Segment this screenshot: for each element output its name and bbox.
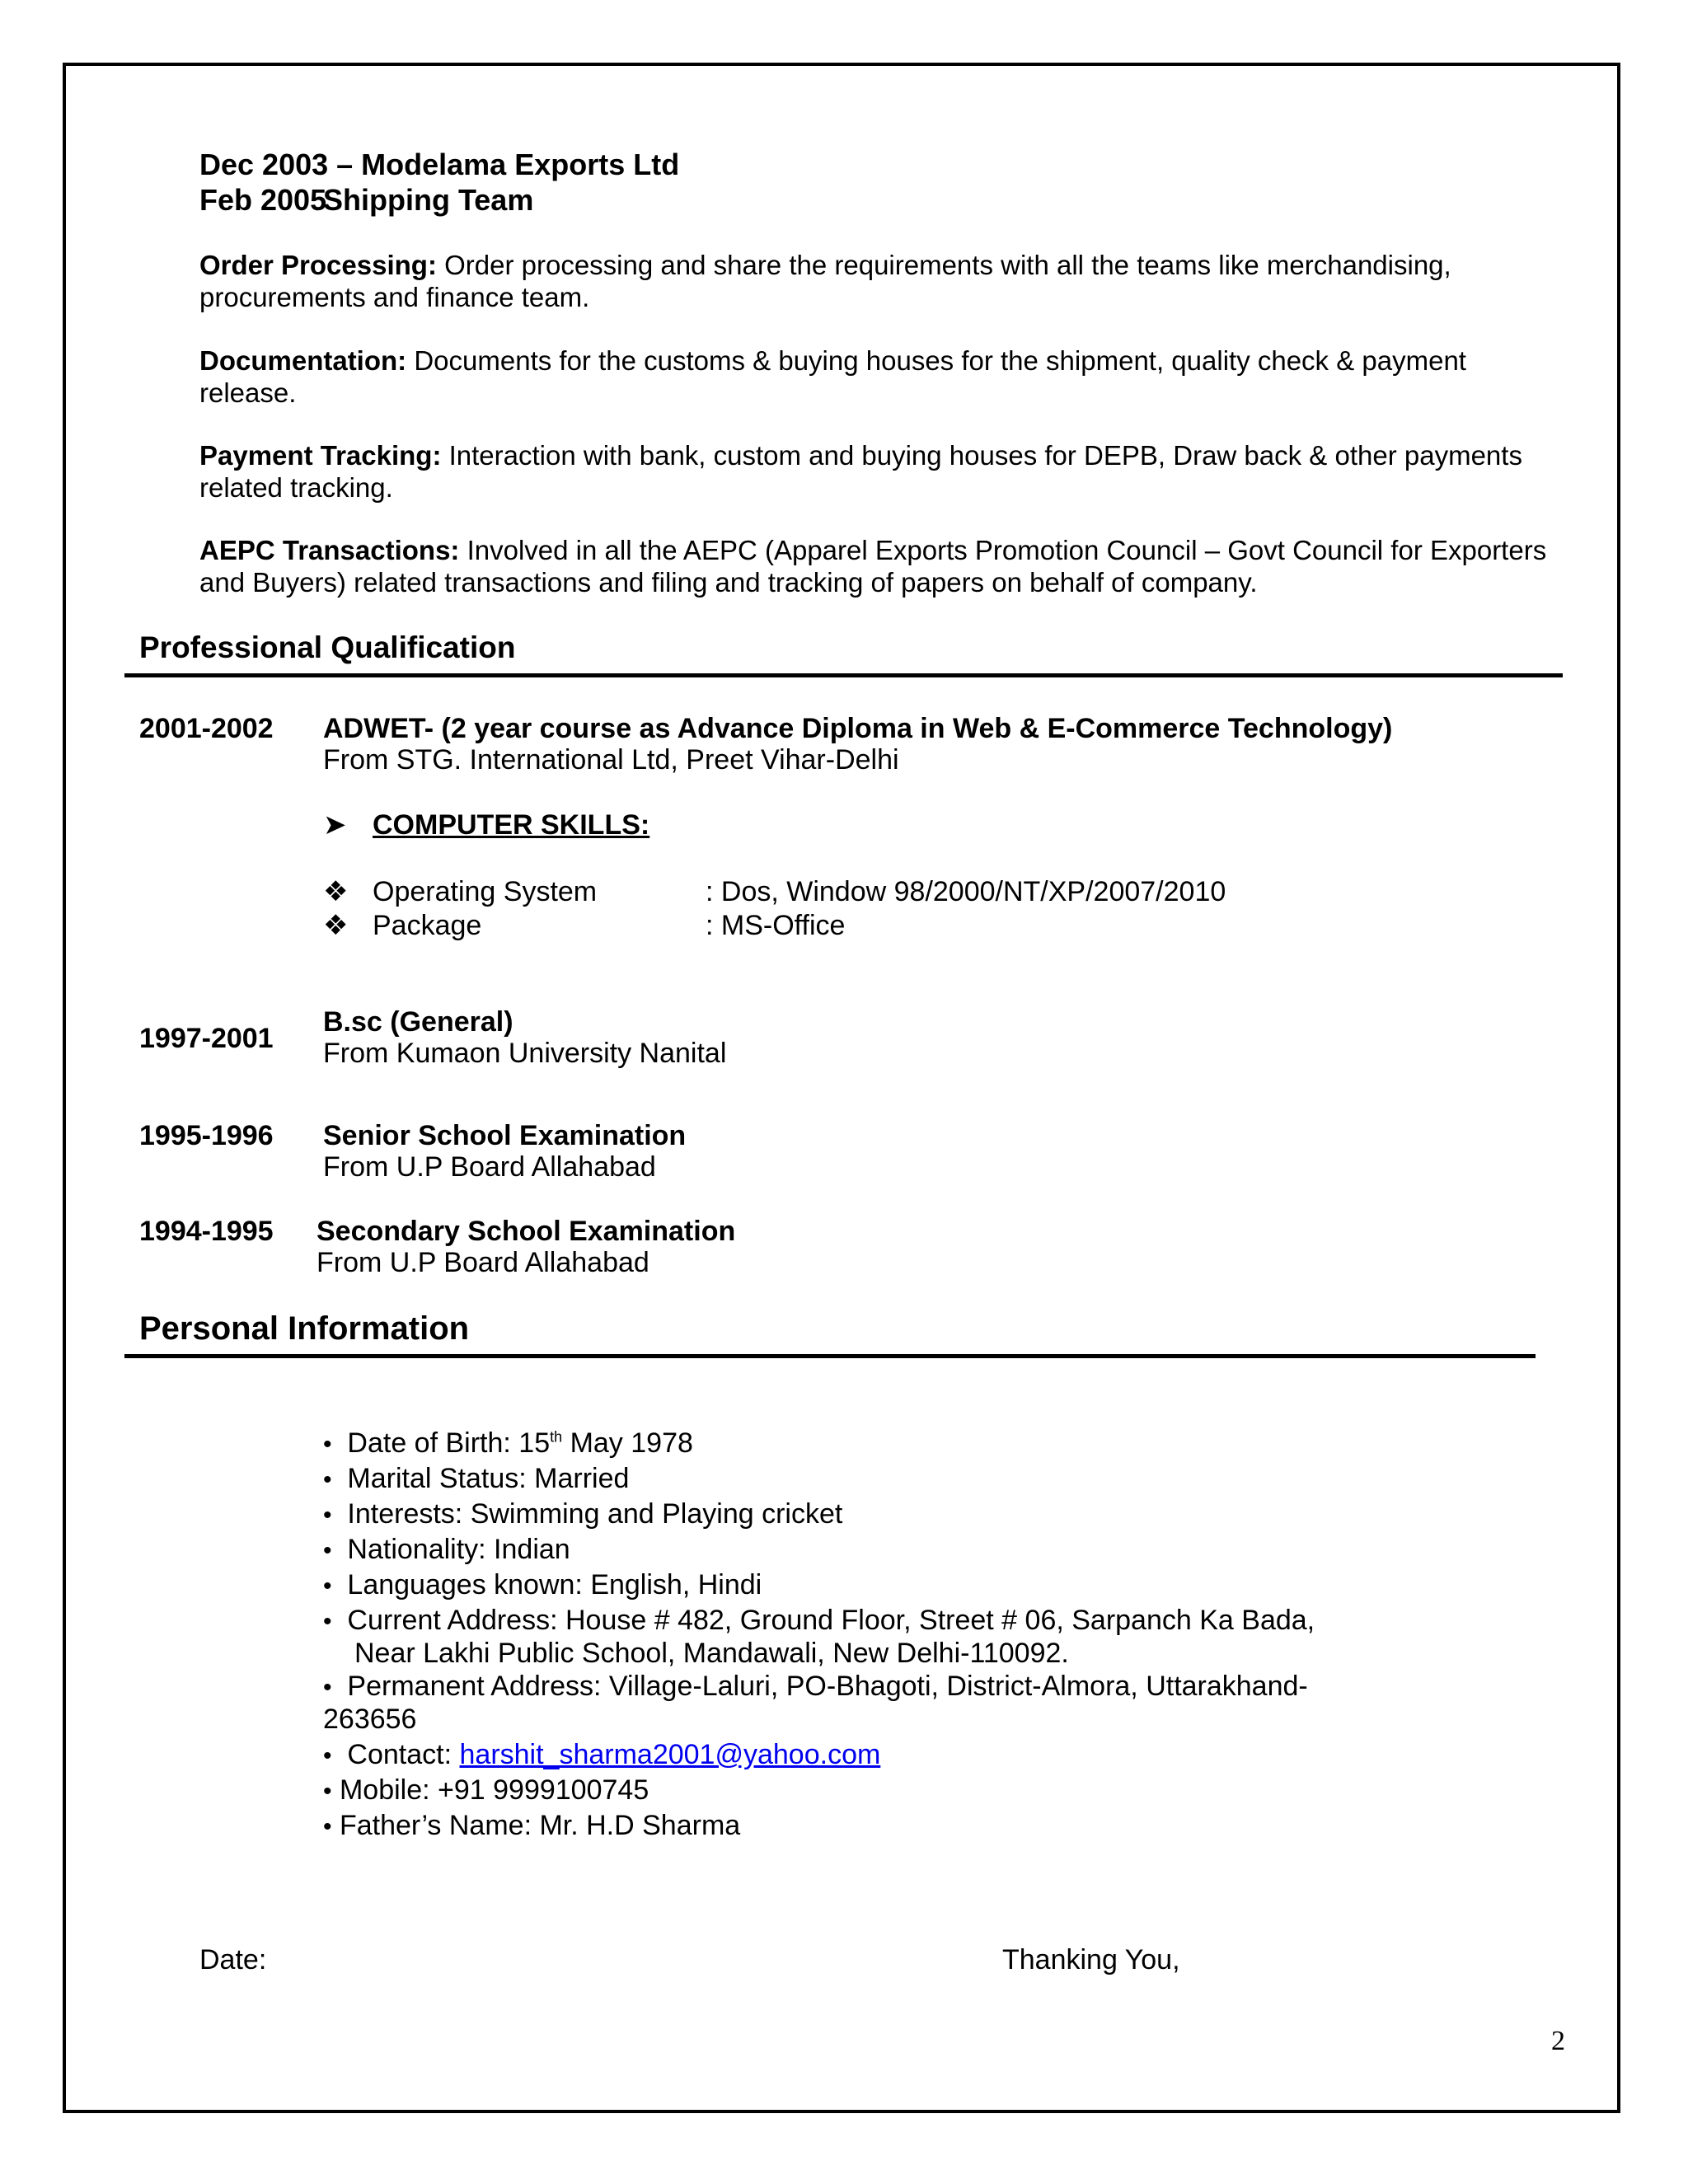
contact-email-link[interactable]: harshit_sharma2001@yahoo.com [459, 1739, 881, 1770]
bullet-icon: • [323, 1537, 332, 1564]
bullet-icon: • [323, 1778, 332, 1805]
item-text: Involved in all the AEPC (Apparel Exports Promotion Council – Govt Council for Exporters and Buyers) related transactions and filing and tracking of papers on behalf of company. [199, 535, 1547, 598]
qual-years: 1997-2001 [139, 1023, 274, 1054]
current-address-line2: Near Lakhi Public School, Mandawali, New Delhi-110092. [354, 1638, 1069, 1669]
permanent-address-line1: Permanent Address: Village-Laluri, PO-Bhagoti, District-Almora, Uttarakhand- [347, 1671, 1308, 1702]
job-item-payment-tracking [199, 439, 1551, 504]
current-address-line1: Current Address: House # 482, Ground Floor, Street # 06, Sarpanch Ka Bada, [347, 1605, 1315, 1636]
personal-marital [323, 1462, 629, 1497]
section-title-personal: Personal Information [139, 1310, 470, 1347]
personal-mobile [323, 1774, 649, 1808]
item-text: Order processing and share the requirements with all the teams like merchandising, procurements and finance team. [199, 250, 1451, 312]
diamond-bullet-icon: ❖ [323, 876, 349, 907]
bullet-icon: • [323, 1742, 332, 1769]
qual-degree: ADWET- (2 year course as Advance Diploma in Web & E-Commerce Technology) [323, 713, 1393, 744]
qual-from: From STG. International Ltd, Preet Vihar-Delhi [323, 744, 899, 776]
job-item-documentation [199, 344, 1551, 409]
qual-degree: B.sc (General) [323, 1006, 513, 1038]
personal-interests [323, 1497, 842, 1532]
personal-current-address [323, 1604, 1315, 1638]
diamond-bullet-icon: ❖ [323, 910, 349, 941]
dob-prefix: Date of Birth: 15 [347, 1427, 551, 1459]
nationality-text: Nationality: Indian [347, 1534, 570, 1565]
page-number: 2 [1551, 2026, 1565, 2056]
job-item-aepc [199, 534, 1551, 598]
skills-heading: COMPUTER SKILLS: [373, 809, 650, 841]
bullet-icon: • [323, 1466, 332, 1493]
qual-degree: Secondary School Examination [316, 1216, 736, 1247]
personal-nationality [323, 1533, 570, 1568]
section-divider [124, 673, 1563, 677]
personal-permanent-address [323, 1670, 1308, 1704]
qual-years: 1995-1996 [139, 1120, 274, 1151]
job-title-line: Dec 2003 – Modelama Exports Ltd [199, 148, 680, 181]
section-title-qualification: Professional Qualification [139, 630, 516, 664]
mobile-text: Mobile: +91 9999100745 [339, 1774, 649, 1806]
job-date-end: Feb 2005 [199, 183, 327, 217]
dob-superscript: th [550, 1428, 563, 1446]
father-text: Father’s Name: Mr. H.D Sharma [339, 1810, 741, 1841]
dob-suffix: May 1978 [562, 1427, 693, 1459]
skill-name: Operating System [373, 876, 598, 907]
item-label: Order Processing: [199, 250, 437, 280]
marital-text: Marital Status: Married [347, 1463, 630, 1494]
qual-degree: Senior School Examination [323, 1120, 687, 1151]
qual-from: From Kumaon University Nanital [323, 1038, 727, 1069]
personal-languages [323, 1568, 762, 1603]
qual-from: From U.P Board Allahabad [323, 1151, 656, 1183]
skill-value: : MS-Office [706, 910, 846, 941]
item-text: Documents for the customs & buying houses for the shipment, quality check & payment release. [199, 345, 1466, 408]
qual-years: 1994-1995 [139, 1216, 274, 1247]
qual-from: From U.P Board Allahabad [316, 1247, 649, 1278]
section-divider [124, 1354, 1536, 1358]
arrow-bullet-icon: ➤ [323, 809, 347, 841]
interests-text: Interests: Swimming and Playing cricket [347, 1498, 843, 1530]
footer-date-label: Date: [199, 1944, 267, 1975]
job-item-order-processing [199, 249, 1551, 313]
footer-thanks: Thanking You, [1002, 1944, 1180, 1975]
permanent-address-line2: 263656 [323, 1704, 417, 1735]
bullet-icon: • [323, 1502, 332, 1529]
qual-years: 2001-2002 [139, 713, 274, 744]
item-label: Documentation: [199, 345, 407, 376]
bullet-icon: • [323, 1431, 332, 1458]
bullet-icon: • [323, 1813, 332, 1840]
personal-contact [323, 1738, 880, 1773]
skill-name: Package [373, 910, 482, 941]
item-label: AEPC Transactions: [199, 535, 460, 565]
item-text: Interaction with bank, custom and buying houses for DEPB, Draw back & other payments related tracking. [199, 440, 1522, 503]
bullet-icon: • [323, 1572, 332, 1600]
personal-father [323, 1809, 740, 1844]
personal-dob [323, 1427, 693, 1461]
item-label: Payment Tracking: [199, 440, 442, 471]
bullet-icon: • [323, 1674, 332, 1701]
bullet-icon: • [323, 1608, 332, 1635]
skill-value: : Dos, Window 98/2000/NT/XP/2007/2010 [706, 876, 1226, 907]
contact-label: Contact: [347, 1739, 460, 1770]
languages-text: Languages known: English, Hindi [347, 1569, 762, 1601]
job-team: Shipping Team [323, 183, 534, 217]
